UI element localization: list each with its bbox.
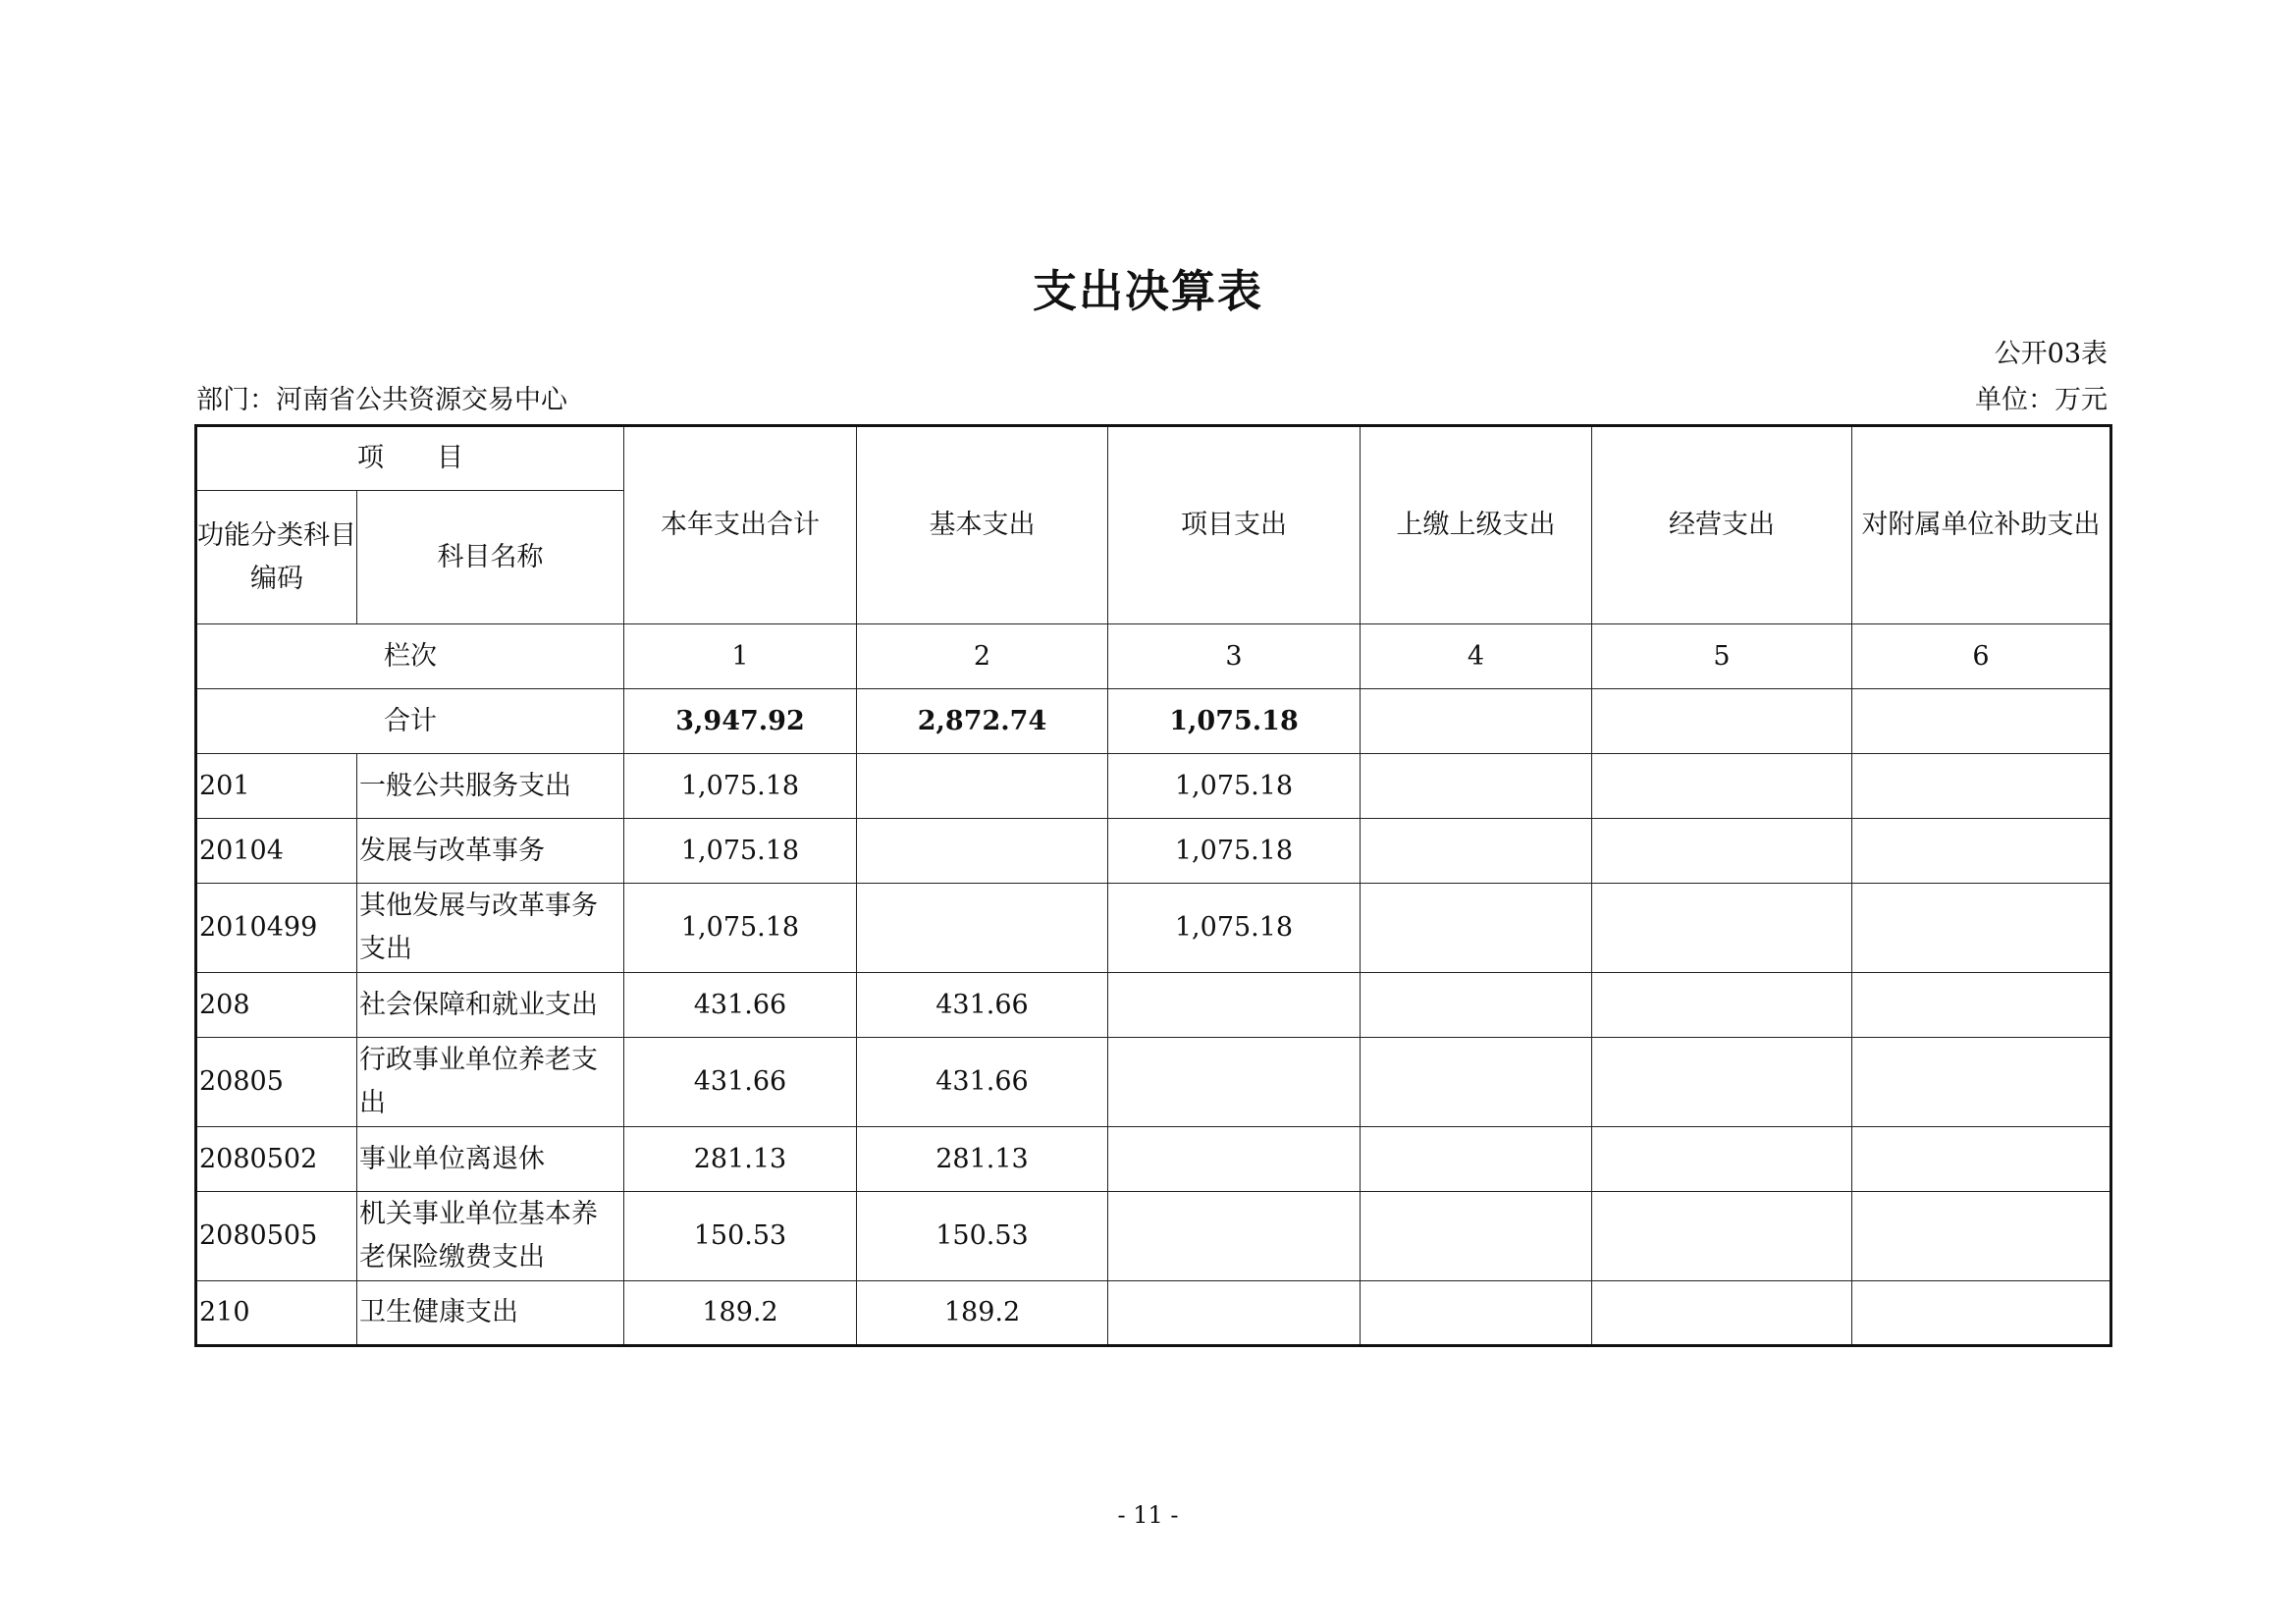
table-row xyxy=(196,1192,2111,1281)
row-cell xyxy=(857,819,1108,884)
header-item: 项 目 xyxy=(196,426,624,491)
row-cell xyxy=(1852,1127,2111,1192)
page-title: 支出决算表 xyxy=(1032,265,1263,317)
row-code: 2080505 xyxy=(196,1192,357,1281)
row-cell xyxy=(1108,1127,1361,1192)
row-cell xyxy=(1852,754,2111,819)
column-index-label: 栏次 xyxy=(196,624,624,689)
header-col-project: 项目支出 xyxy=(1108,426,1361,624)
header-col-upper: 上缴上级支出 xyxy=(1361,426,1592,624)
row-cell xyxy=(1592,973,1852,1038)
row-cell: 281.13 xyxy=(624,1127,857,1192)
department-label: 部门：河南省公共资源交易中心 xyxy=(196,385,567,415)
column-index-cell: 5 xyxy=(1592,624,1852,689)
row-code: 20805 xyxy=(196,1038,357,1127)
total-cell: 2,872.74 xyxy=(857,689,1108,754)
column-index-row xyxy=(196,624,2111,689)
row-cell: 150.53 xyxy=(857,1192,1108,1281)
row-cell xyxy=(1108,1192,1361,1281)
total-cell xyxy=(1852,689,2111,754)
row-cell: 431.66 xyxy=(857,1038,1108,1127)
header-col-basic: 基本支出 xyxy=(857,426,1108,624)
row-cell xyxy=(1361,819,1592,884)
row-code: 2080502 xyxy=(196,1127,357,1192)
header-col-total: 本年支出合计 xyxy=(624,426,857,624)
row-cell xyxy=(1592,1192,1852,1281)
row-cell: 431.66 xyxy=(624,1038,857,1127)
row-cell xyxy=(1592,1038,1852,1127)
row-code: 20104 xyxy=(196,819,357,884)
row-cell xyxy=(857,754,1108,819)
row-cell: 1,075.18 xyxy=(1108,884,1361,973)
row-cell xyxy=(1592,1281,1852,1346)
row-cell: 189.2 xyxy=(857,1281,1108,1346)
table-row xyxy=(196,819,2111,884)
table-row xyxy=(196,1281,2111,1346)
row-cell xyxy=(1361,1192,1592,1281)
page-number: - 11 - xyxy=(1117,1501,1179,1529)
row-cell xyxy=(1361,973,1592,1038)
row-name: 事业单位离退休 xyxy=(357,1127,624,1192)
column-index-cell: 2 xyxy=(857,624,1108,689)
total-cell: 1,075.18 xyxy=(1108,689,1361,754)
table-row xyxy=(196,973,2111,1038)
row-cell xyxy=(1108,1281,1361,1346)
row-cell xyxy=(1852,884,2111,973)
row-cell: 1,075.18 xyxy=(624,819,857,884)
column-index-cell: 4 xyxy=(1361,624,1592,689)
expense-table xyxy=(194,424,2112,1347)
row-name: 其他发展与改革事务支出 xyxy=(357,884,624,973)
form-code: 公开03表 xyxy=(1994,339,2108,369)
table-row xyxy=(196,754,2111,819)
row-cell: 1,075.18 xyxy=(1108,819,1361,884)
column-index-cell: 6 xyxy=(1852,624,2111,689)
row-cell: 431.66 xyxy=(857,973,1108,1038)
row-cell xyxy=(857,884,1108,973)
header-name: 科目名称 xyxy=(357,491,624,624)
row-cell xyxy=(1592,884,1852,973)
row-name: 一般公共服务支出 xyxy=(357,754,624,819)
row-code: 201 xyxy=(196,754,357,819)
total-cell: 3,947.92 xyxy=(624,689,857,754)
header-code: 功能分类科目编码 xyxy=(196,491,357,624)
row-cell: 150.53 xyxy=(624,1192,857,1281)
row-code: 2010499 xyxy=(196,884,357,973)
row-cell xyxy=(1361,1127,1592,1192)
row-code: 210 xyxy=(196,1281,357,1346)
row-cell xyxy=(1592,819,1852,884)
row-cell xyxy=(1108,973,1361,1038)
column-index-cell: 3 xyxy=(1108,624,1361,689)
row-name: 机关事业单位基本养老保险缴费支出 xyxy=(357,1192,624,1281)
unit-label: 单位：万元 xyxy=(1975,385,2108,415)
row-cell xyxy=(1852,1281,2111,1346)
row-cell xyxy=(1361,1038,1592,1127)
table-row xyxy=(196,1127,2111,1192)
table-row xyxy=(196,1038,2111,1127)
total-label: 合计 xyxy=(196,689,624,754)
row-cell xyxy=(1361,884,1592,973)
row-cell: 281.13 xyxy=(857,1127,1108,1192)
row-cell xyxy=(1361,754,1592,819)
row-code: 208 xyxy=(196,973,357,1038)
total-cell xyxy=(1592,689,1852,754)
row-name: 社会保障和就业支出 xyxy=(357,973,624,1038)
row-cell xyxy=(1592,1127,1852,1192)
row-cell: 431.66 xyxy=(624,973,857,1038)
header-row-top xyxy=(196,426,2111,491)
column-index-cell: 1 xyxy=(624,624,857,689)
row-name: 发展与改革事务 xyxy=(357,819,624,884)
header-col-subsidy: 对附属单位补助支出 xyxy=(1852,426,2111,624)
row-cell xyxy=(1592,754,1852,819)
row-cell: 1,075.18 xyxy=(624,884,857,973)
row-cell xyxy=(1852,819,2111,884)
row-cell: 1,075.18 xyxy=(624,754,857,819)
row-cell xyxy=(1852,973,2111,1038)
table-row xyxy=(196,884,2111,973)
row-name: 卫生健康支出 xyxy=(357,1281,624,1346)
row-name: 行政事业单位养老支出 xyxy=(357,1038,624,1127)
row-cell xyxy=(1108,1038,1361,1127)
row-cell: 1,075.18 xyxy=(1108,754,1361,819)
row-cell xyxy=(1852,1192,2111,1281)
row-cell xyxy=(1852,1038,2111,1127)
row-cell xyxy=(1361,1281,1592,1346)
total-row xyxy=(196,689,2111,754)
total-cell xyxy=(1361,689,1592,754)
header-col-operating: 经营支出 xyxy=(1592,426,1852,624)
row-cell: 189.2 xyxy=(624,1281,857,1346)
